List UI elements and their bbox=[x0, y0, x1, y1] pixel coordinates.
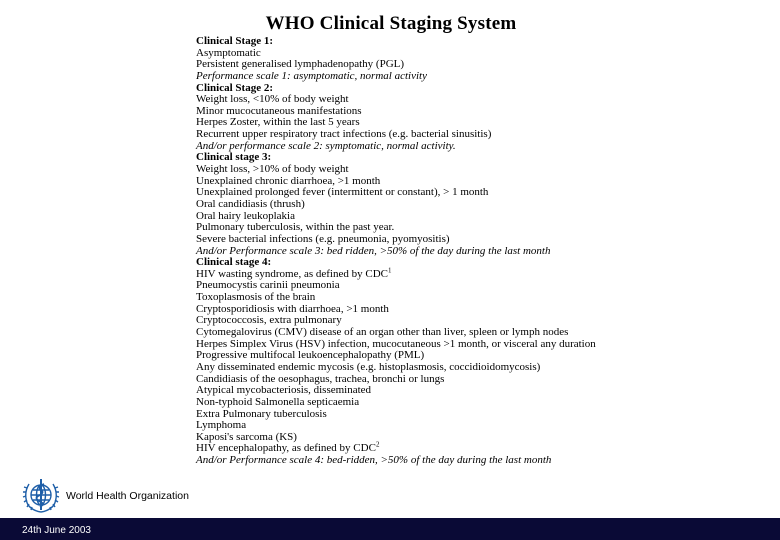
line-text: Clinical stage 4: bbox=[196, 256, 272, 269]
line-text: Unexplained chronic diarrhoea, >1 month bbox=[196, 174, 381, 187]
line-text: And/or Performance scale 4: bed-ridden, >50% of the day during the last month bbox=[196, 454, 552, 467]
line-text: Asymptomatic bbox=[196, 46, 261, 59]
line-text: Performance scale 1: asymptomatic, normal activity bbox=[196, 69, 427, 82]
line-text: Pulmonary tuberculosis, within the past year. bbox=[196, 221, 395, 234]
line-text: Weight loss, >10% of body weight bbox=[196, 163, 349, 176]
line-text: Lymphoma bbox=[196, 419, 247, 432]
line-text: Cryptosporidiosis with diarrhoea, >1 month bbox=[196, 302, 389, 315]
line-text: Clinical stage 3: bbox=[196, 151, 272, 164]
line-text: Severe bacterial infections (e.g. pneumonia, pyomyositis) bbox=[196, 232, 450, 245]
line-text: Cryptococcosis, extra pulmonary bbox=[196, 314, 342, 327]
who-emblem-icon bbox=[20, 474, 62, 516]
line-text: Recurrent upper respiratory tract infections (e.g. bacterial sinusitis) bbox=[196, 128, 492, 141]
line-text: Herpes Zoster, within the last 5 years bbox=[196, 116, 360, 129]
line-text: Weight loss, <10% of body weight bbox=[196, 93, 349, 106]
stage-heading bbox=[196, 36, 666, 48]
line-text: Herpes Simplex Virus (HSV) infection, mucocutaneous >1 month, or visceral any duration bbox=[196, 337, 596, 350]
line-text: Toxoplasmosis of the brain bbox=[196, 291, 316, 304]
footnote-marker: 1 bbox=[387, 266, 392, 275]
criteria-line bbox=[196, 409, 666, 421]
staging-list bbox=[196, 36, 666, 467]
line-text: Kaposi's sarcoma (KS) bbox=[196, 430, 297, 443]
footer-bar bbox=[0, 518, 780, 540]
line-text: Unexplained prolonged fever (intermittent or constant), > 1 month bbox=[196, 186, 489, 199]
line-text: Oral candidiasis (thrush) bbox=[196, 197, 305, 210]
line-text: Cytomegalovirus (CMV) disease of an organ other than liver, spleen or lymph nodes bbox=[196, 326, 569, 339]
footnote-marker: 2 bbox=[375, 440, 380, 449]
line-text: Extra Pulmonary tuberculosis bbox=[196, 407, 327, 420]
line-text: HIV wasting syndrome, as defined by CDC bbox=[196, 267, 388, 280]
line-text: Candidiasis of the oesophagus, trachea, bronchi or lungs bbox=[196, 372, 445, 385]
line-text: Persistent generalised lymphadenopathy (PGL) bbox=[196, 58, 405, 71]
organization-name: World Health Organization bbox=[66, 490, 189, 502]
line-text: Clinical Stage 2: bbox=[196, 81, 273, 94]
line-text: And/or performance scale 2: symptomatic, normal activity. bbox=[196, 139, 456, 152]
line-text: And/or Performance scale 3: bed ridden, >50% of the day during the last month bbox=[196, 244, 551, 257]
line-text: Non-typhoid Salmonella septicaemia bbox=[196, 395, 360, 408]
line-text: Minor mucocutaneous manifestations bbox=[196, 104, 362, 117]
line-text: HIV encephalopathy, as defined by CDC bbox=[196, 442, 376, 455]
footer-date: 24th June 2003 bbox=[22, 525, 91, 536]
line-text: Any disseminated endemic mycosis (e.g. histoplasmosis, coccidioidomycosis) bbox=[196, 360, 541, 373]
slide-title: WHO Clinical Staging System bbox=[265, 13, 517, 34]
line-text: Pneumocystis carinii pneumonia bbox=[196, 279, 340, 292]
line-text: Progressive multifocal leukoencephalopathy (PML) bbox=[196, 349, 425, 362]
performance-scale-line bbox=[196, 455, 666, 467]
line-text: Oral hairy leukoplakia bbox=[196, 209, 295, 222]
line-text: Clinical Stage 1: bbox=[196, 35, 273, 47]
line-text: Atypical mycobacteriosis, disseminated bbox=[196, 384, 372, 397]
